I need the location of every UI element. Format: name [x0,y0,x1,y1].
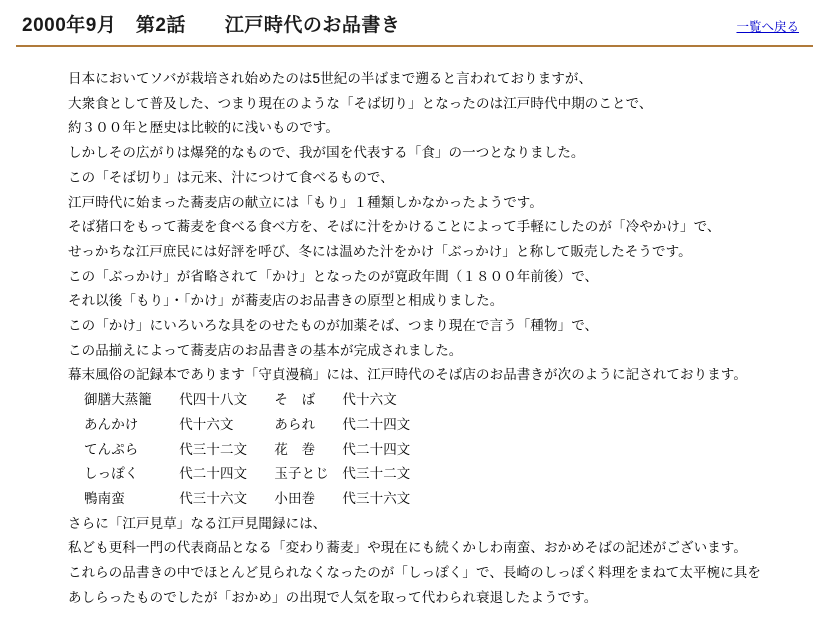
paragraph-line: そば猪口をもって蕎麦を食べる食べ方を、そばに汁をかけることによって手軽にしたのが「冷やかけ」で、 [68,219,721,235]
paragraph-line: あしらったものでしたが「おかめ」の出現で人気を取って代わられ衰退したようです。 [68,589,598,605]
menu-row: 御膳大蒸籠 代四十八文 そ ば 代十六文 [84,392,397,408]
page-header [0,0,829,43]
paragraph-line: 日本においてソバが栽培され始めたのは5世紀の半ばまで遡ると言われておりますが、 [68,71,593,86]
menu-row: しっぽく 代二十四文 玉子とじ 代三十二文 [84,466,411,482]
paragraph-line: これらの品書きの中でほとんど見られなくなったのが「しっぽく」で、長崎のしっぽく料理をまねて太平椀に具を [68,565,761,581]
paragraph-line: さらに「江戸見草」なる江戸見聞録には、 [68,515,327,531]
paragraph-line: 約３００年と歴史は比較的に浅いものです。 [68,120,339,136]
menu-row: てんぷら 代三十二文 花 巻 代二十四文 [84,441,411,457]
menu-row: 鴨南蛮 代三十六文 小田巻 代三十六文 [84,490,411,506]
paragraph-line: 大衆食として普及した、つまり現在のような「そば切り」となったのは江戸時代中期のことで、 [68,95,653,111]
paragraph-line: この「かけ」にいろいろな具をのせたものが加薬そば、つまり現在で言う「種物」で、 [68,318,599,334]
menu-list [68,388,809,512]
paragraph-line: 江戸時代に始まった蕎麦店の献立には「もり」１種類しかなかったようです。 [68,194,543,210]
paragraph-line: この「ぶっかけ」が省略されて「かけ」となったのが寛政年間（１８００年前後）で、 [68,268,599,284]
paragraph-line: せっかちな江戸庶民には好評を呼び、冬には温めた汁をかけ「ぶっかけ」と称して販売したそうです。 [68,243,692,259]
page-title: 2000年9月 第2話 江戸時代のお品書き [22,15,401,36]
back-to-list-link[interactable]: 一覧へ戻る [736,20,799,34]
paragraph-line: この品揃えによって蕎麦店のお品書きの基本が完成されました。 [68,342,463,358]
paragraph-line: 私ども更科一門の代表商品となる「変わり蕎麦」や現在にも続くかしわ南蛮、おかめそばの記述がございます。 [68,540,747,556]
article-body [0,47,829,610]
paragraph-line: 幕末風俗の記録本であります「守貞漫稿」には、江戸時代のそば店のお品書きが次のように記されております。 [68,367,747,383]
paragraph-line: それ以後「もり」・「かけ」が蕎麦店のお品書きの原型と相成りました。 [68,293,504,309]
paragraph-line: しかしその広がりは爆発的なもので、我が国を代表する「食」の一つとなりました。 [68,145,585,161]
menu-row: あんかけ 代十六文 あられ 代二十四文 [84,416,411,432]
paragraph-line: この「そば切り」は元来、汁につけて食べるもので、 [68,169,394,185]
